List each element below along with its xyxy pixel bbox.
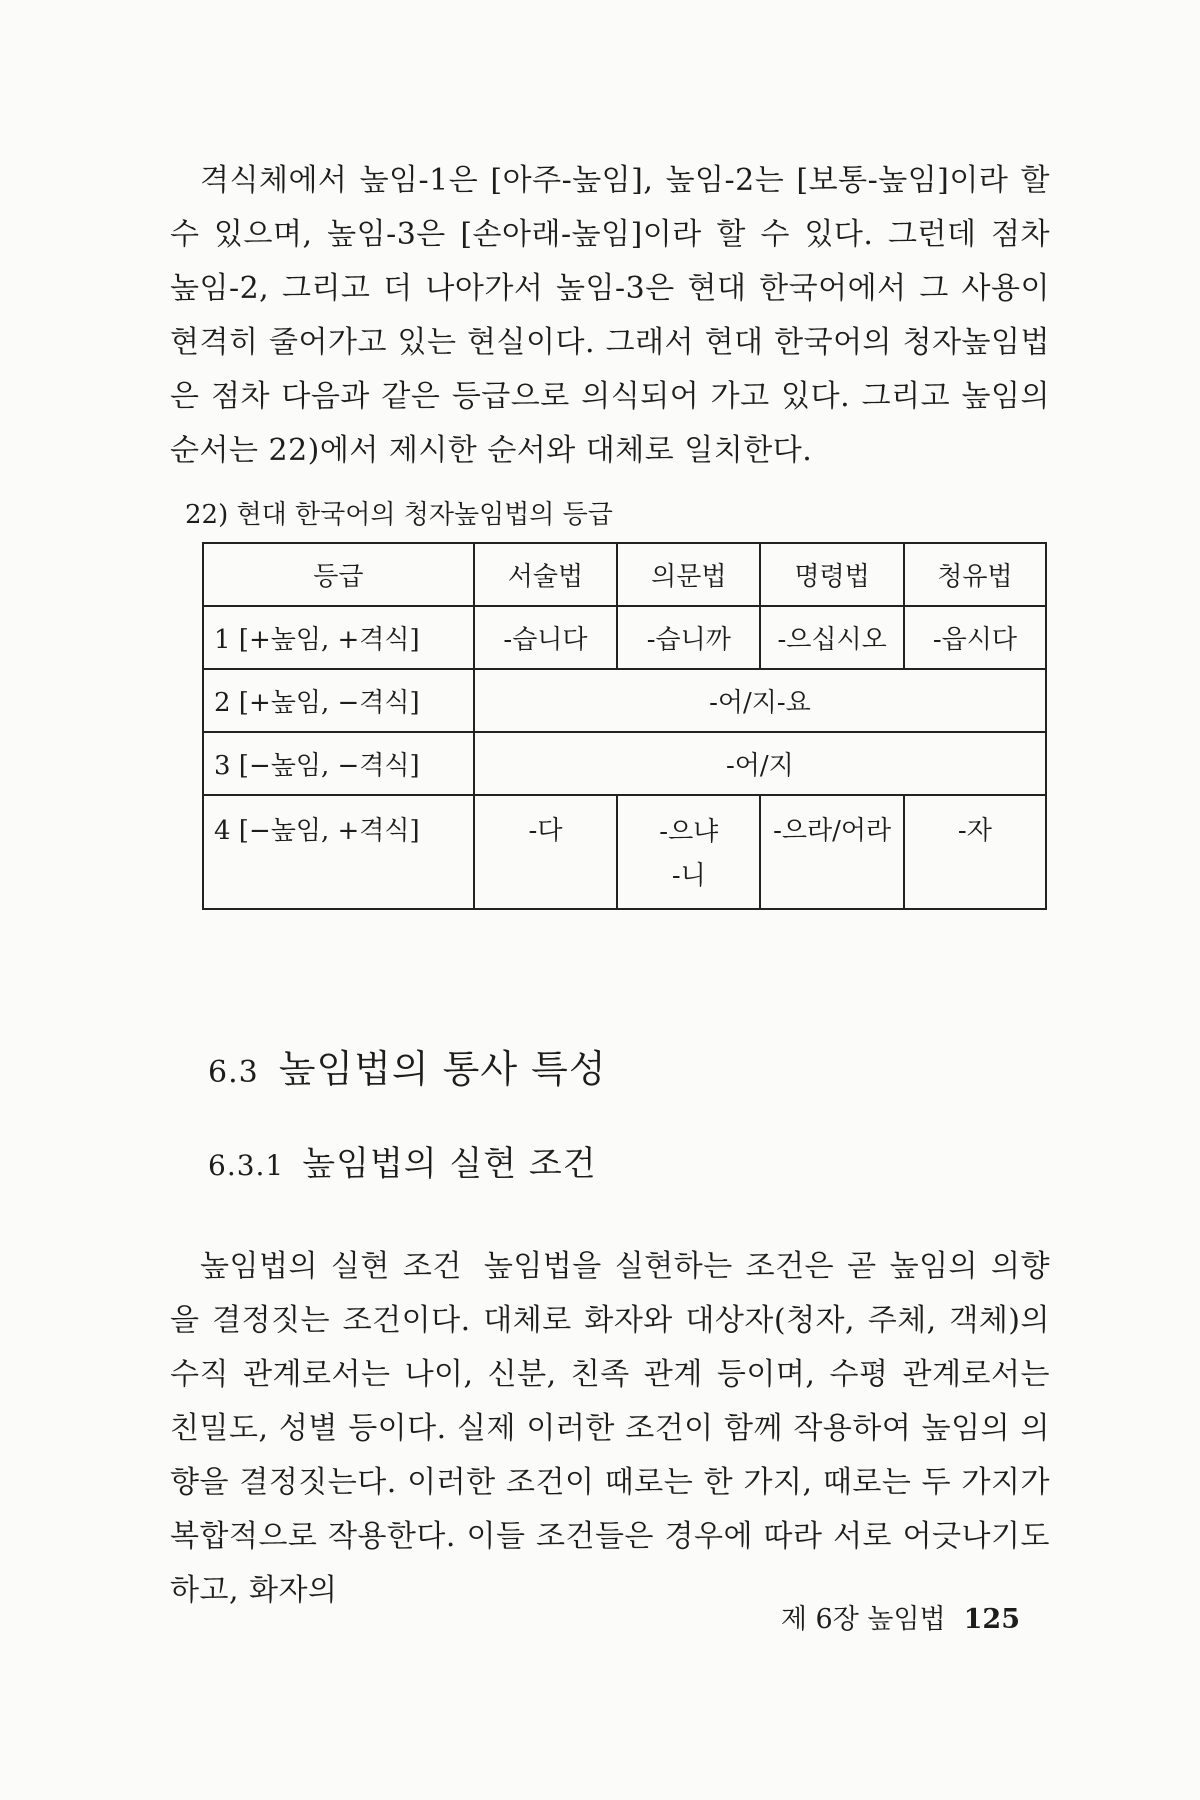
table-cell: -읍시다 bbox=[904, 606, 1046, 669]
table-row bbox=[203, 606, 1046, 669]
subsection-number: 6.3.1 bbox=[208, 1149, 285, 1182]
section-title: 높임법의 통사 특성 bbox=[278, 1047, 607, 1091]
paragraph-text: 높임법을 실현하는 조건은 곧 높임의 의향을 결정짓는 조건이다. 대체로 화자와 대상자(청자, 주체, 객체)의 수직 관계로서는 나이, 신분, 친족 관계 등이며, 수평 관계로서는 친밀도, 성별 등이다. 실제 이러한 조건이 함께 작용하여 높임의 의향을 결정짓는다. 이러한 조건이 때로는 한 가지, 때로는 두 가지가 복합적으로 작용한다. 이들 조건들은 경우에 따라 서로 어긋나기도 하고, 화자의 bbox=[170, 1249, 1050, 1608]
cell-line: -으냐 bbox=[659, 817, 719, 847]
chapter-label: 제 6장 높임법 bbox=[780, 1604, 946, 1635]
merged-cell: -어/지-요 bbox=[474, 669, 1046, 732]
table-header-row bbox=[203, 543, 1046, 606]
merged-cell: -어/지 bbox=[474, 732, 1046, 795]
header-declarative: 서술법 bbox=[474, 543, 617, 606]
header-propositive: 청유법 bbox=[904, 543, 1046, 606]
body-paragraph-1: 격식체에서 높임-1은 [아주-높임], 높임-2는 [보통-높임]이라 할 수 있으며, 높임-3은 [손아래-높임]이라 할 수 있다. 그런데 점차 높임-2, 그리고 더 나아가서 높임-3은 현대 한국어에서 그 사용이 현격히 줄어가고 있는 현실이다. 그래서 현대 한국어의 청자높임법은 점차 다음과 같은 등급으로 의식되어 가고 있다. 그리고 높임의 순서는 22)에서 제시한 순서와 대체로 일치한다. bbox=[170, 163, 1050, 468]
level-cell: 3 [−높임, −격식] bbox=[203, 732, 474, 795]
header-level: 등급 bbox=[203, 543, 474, 606]
subsection-title: 높임법의 실현 조건 bbox=[302, 1144, 597, 1184]
table-cell: -으십시오 bbox=[760, 606, 903, 669]
table-cell: -습니다 bbox=[474, 606, 617, 669]
honorific-levels-table bbox=[202, 542, 1047, 910]
table-cell: -다 bbox=[474, 795, 617, 909]
cell-line: -니 bbox=[671, 861, 706, 891]
body-paragraph-2 bbox=[170, 1240, 1050, 1618]
table-cell bbox=[617, 795, 760, 909]
table-cell: -자 bbox=[904, 795, 1046, 909]
section-number: 6.3 bbox=[208, 1055, 259, 1090]
header-imperative: 명령법 bbox=[760, 543, 903, 606]
table-cell: -습니까 bbox=[617, 606, 760, 669]
table-caption: 22) 현대 한국어의 청자높임법의 등급 bbox=[185, 500, 613, 530]
table-row bbox=[203, 669, 1046, 732]
level-cell: 1 [+높임, +격식] bbox=[203, 606, 474, 669]
table-row bbox=[203, 795, 1046, 909]
level-cell: 4 [−높임, +격식] bbox=[203, 795, 474, 909]
table-cell: -으라/어라 bbox=[760, 795, 903, 909]
level-cell: 2 [+높임, −격식] bbox=[203, 669, 474, 732]
header-interrogative: 의문법 bbox=[617, 543, 760, 606]
page-footer bbox=[781, 1597, 1020, 1636]
table-row bbox=[203, 732, 1046, 795]
section-heading bbox=[208, 1038, 607, 1093]
run-in-heading: 높임법의 실현 조건 bbox=[200, 1249, 462, 1284]
page-number: 125 bbox=[963, 1604, 1020, 1635]
subsection-heading bbox=[208, 1136, 597, 1185]
